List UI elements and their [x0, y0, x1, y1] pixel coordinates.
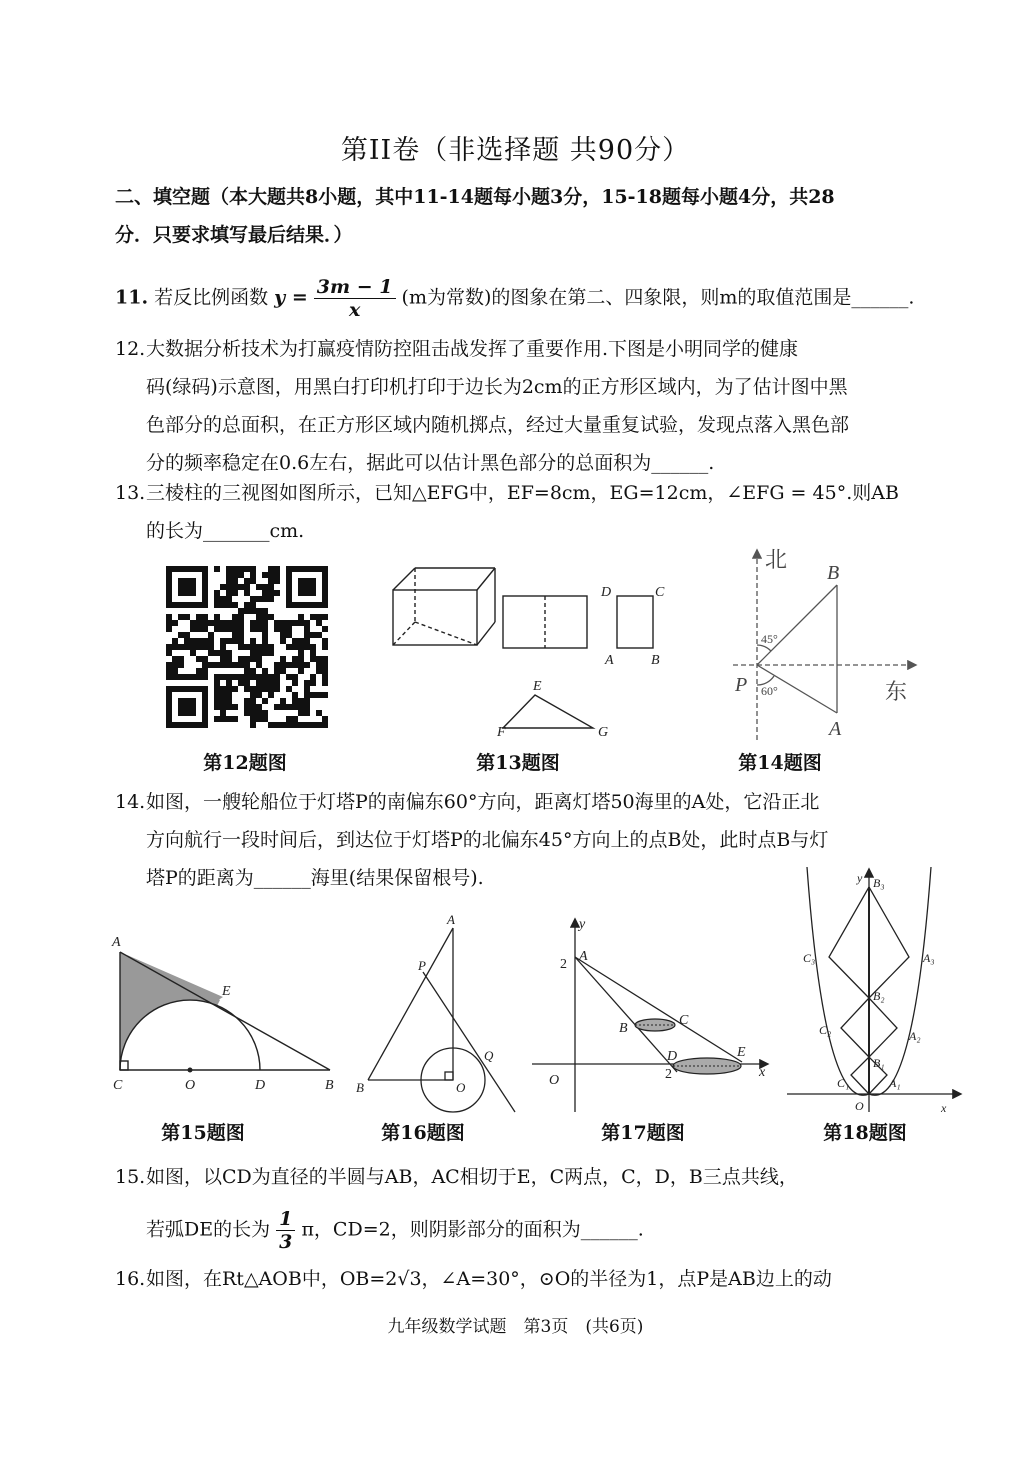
caption-fig14: 第14题图 [738, 752, 822, 774]
navigation-figure [725, 545, 925, 745]
q11-func-y: y = [274, 286, 308, 309]
label-x: x [759, 1065, 766, 1080]
caption-fig15: 第15题图 [161, 1122, 245, 1144]
caption-fig12: 第12题图 [203, 752, 287, 774]
label-O: O [549, 1073, 560, 1088]
label-C: C [655, 585, 665, 600]
label-y: y [857, 871, 863, 885]
east-label: 东 [885, 679, 908, 704]
triangle-circle-figure [350, 912, 520, 1117]
q14-line: 如图，一艘轮船位于灯塔P的南偏东60°方向，距离灯塔50海里的A处，它沿正北 [146, 791, 820, 813]
label-D: D [255, 1078, 266, 1093]
q11-post: (m为常数)的图象在第二、四象限，则m的取值范围是______. [401, 286, 915, 309]
question-11 [115, 276, 914, 321]
q14-line: 塔P的距离为______海里(结果保留根号). [146, 867, 484, 889]
label-A: A [829, 718, 842, 740]
label-G: G [598, 725, 609, 740]
label-C: C [113, 1078, 123, 1093]
label-y: y [579, 917, 586, 932]
label-x: x [941, 1101, 947, 1115]
q13-number: 13. [115, 482, 146, 504]
coordinate-shadow-figure [527, 912, 777, 1117]
label-D: D [601, 585, 612, 600]
label-B: B [356, 1080, 364, 1095]
label-B: B [619, 1021, 628, 1036]
caption-fig18: 第18题图 [823, 1122, 907, 1144]
label-A: A [112, 935, 121, 950]
label-D: D [667, 1049, 678, 1064]
q16-line: 如图，在Rt△AOB中，OB=2√3，∠A=30°，⊙O的半径为1，点P是AB边上的动 [146, 1268, 832, 1290]
label-C2: C₂ [819, 1023, 832, 1037]
q15-fraction [276, 1208, 295, 1253]
label-A: A [579, 949, 588, 964]
q13-line1: 三棱柱的三视图如图所示，已知△EFG中，EF=8cm，EG=12cm，∠EFG = 45°.则AB [146, 482, 899, 504]
parabola-rhombus-figure [785, 862, 965, 1117]
label-E: E [737, 1045, 746, 1060]
three-views-figure [385, 560, 675, 740]
q15-number: 15. [115, 1166, 146, 1188]
label-B: B [651, 653, 660, 668]
q15-line2-pre: 若弧DE的长为 [146, 1218, 271, 1241]
label-C3: C₃ [803, 951, 816, 965]
label-Q: Q [484, 1048, 494, 1063]
caption-fig17: 第17题图 [601, 1122, 685, 1144]
tick-x-2: 2 [665, 1067, 672, 1082]
caption-fig13: 第13题图 [476, 752, 560, 774]
label-A3: A₃ [923, 951, 935, 965]
label-C1: C₁ [837, 1076, 850, 1090]
label-F: F [497, 725, 506, 740]
q16-number: 16. [115, 1268, 146, 1290]
q15-line2 [146, 1208, 644, 1253]
q11-frac-num: 3m − 1 [314, 276, 396, 299]
page-footer: 九年级数学试题 第3页 (共6页) [387, 1317, 644, 1337]
angle-60: 60° [761, 684, 778, 698]
q12-line: 码(绿码)示意图，用黑白打印机打印于边长为2cm的正方形区域内，为了估计图中黑 [146, 376, 848, 398]
q11-frac-den: x [348, 299, 361, 321]
label-A: A [605, 653, 614, 668]
label-E: E [222, 984, 231, 999]
q14-line: 方向航行一段时间后，到达位于灯塔P的北偏东45°方向上的点B处，此时点B与灯 [146, 829, 829, 851]
label-O: O [855, 1099, 864, 1113]
q14-number: 14. [115, 791, 146, 813]
angle-45: 45° [761, 632, 778, 646]
semicircle-figure [110, 935, 345, 1095]
label-P: P [735, 674, 748, 696]
label-A2: A₂ [909, 1029, 921, 1043]
q12-line: 大数据分析技术为打赢疫情防控阻击战发挥了重要作用.下图是小明同学的健康 [146, 338, 799, 360]
q15-frac-den: 3 [279, 1231, 293, 1253]
label-O: O [456, 1080, 466, 1095]
q12-line: 色部分的总面积，在正方形区域内随机掷点，经过大量重复试验，发现点落入黑色部 [146, 414, 850, 436]
section-heading-line1: 二、填空题（本大题共8小题，其中11-14题每小题3分，15-18题每小题4分，共28 [115, 186, 835, 208]
north-label: 北 [765, 547, 788, 572]
q15-line1: 如图，以CD为直径的半圆与AB，AC相切于E，C两点，C，D，B三点共线， [146, 1166, 798, 1188]
caption-fig16: 第16题图 [381, 1122, 465, 1144]
label-E: E [533, 679, 542, 694]
q13-line2: 的长为_______cm. [146, 520, 305, 542]
label-A: A [447, 912, 455, 927]
question-12 [146, 330, 936, 482]
q12-number: 12. [115, 338, 146, 360]
label-B: B [325, 1078, 334, 1093]
label-B3: B₃ [873, 876, 885, 890]
q11-fraction [314, 276, 396, 321]
section-heading-line2: 分．只要求填写最后结果．） [115, 224, 353, 246]
label-A1: A₁ [889, 1076, 901, 1090]
question-13 [146, 474, 936, 550]
qr-code-figure [166, 566, 328, 728]
q11-number: 11. [115, 286, 149, 309]
q12-line: 分的频率稳定在0.6左右，据此可以估计黑色部分的总面积为______. [146, 452, 715, 474]
label-B2: B₂ [873, 989, 885, 1003]
q11-pre: 若反比例函数 [154, 286, 269, 309]
label-O: O [185, 1078, 196, 1093]
q15-line2-post: π，CD=2，则阴影部分的面积为______. [301, 1218, 644, 1241]
label-B1: B₁ [873, 1056, 885, 1070]
page-title: 第II卷（非选择题 共90分） [340, 135, 691, 166]
tick-y-2: 2 [560, 957, 567, 972]
q15-frac-num: 1 [276, 1208, 295, 1231]
label-B: B [827, 562, 840, 584]
label-P: P [418, 958, 426, 973]
label-C: C [679, 1013, 689, 1028]
